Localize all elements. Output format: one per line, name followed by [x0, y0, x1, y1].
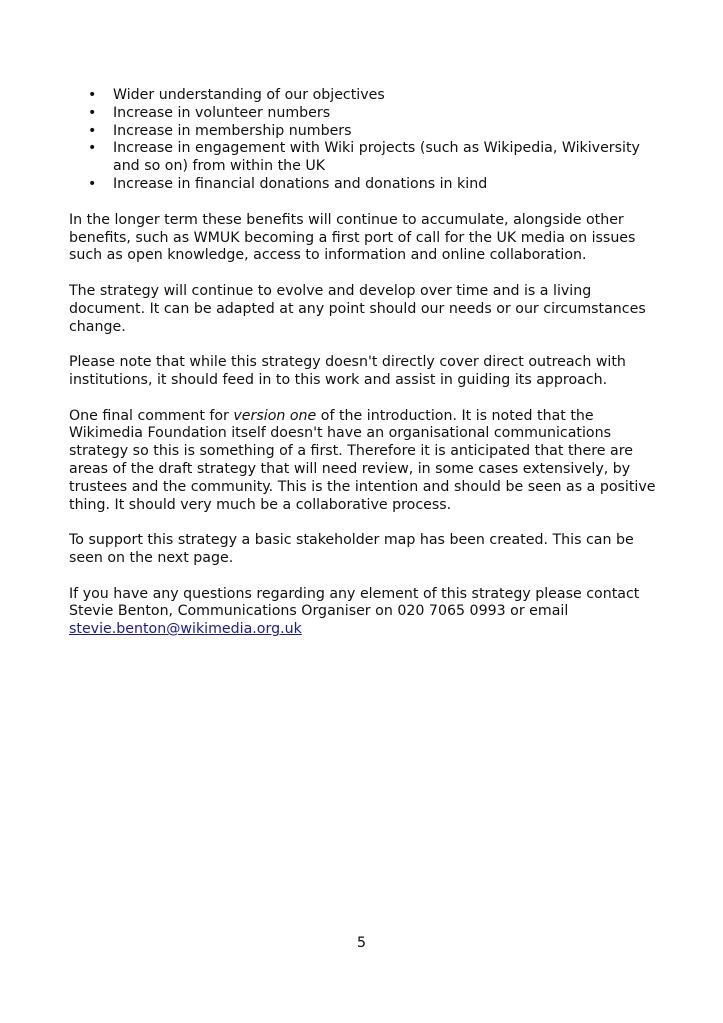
bullet-icon: •	[88, 122, 97, 139]
page-number: 5	[356, 935, 367, 951]
final-comment-text-start: One final comment for	[69, 407, 234, 424]
bullet-icon: •	[88, 87, 97, 103]
paragraph-final-comment	[69, 408, 669, 515]
bullet-text: Increase in financial donations and donations in kind	[113, 175, 488, 192]
email-link[interactable]: stevie.benton@wikimedia.org.uk	[69, 621, 302, 638]
final-comment-emphasis: version one	[233, 407, 317, 424]
benefits-bullet-list	[69, 87, 669, 194]
bullet-item	[69, 87, 669, 105]
paragraph-contact	[69, 586, 669, 639]
bullet-icon: •	[88, 175, 97, 192]
paragraph-outreach: Please note that while this strategy doesn't directly cover direct outreach with institutions, it should feed in to this work and assist in guiding its approach.	[69, 354, 626, 388]
bullet-icon: •	[88, 140, 97, 157]
final-comment-text-end: of the introduction. It is noted that the Wikimedia Foundation itself doesn't have an organisational communications strategy so this is something of a first. Therefore it is anticipated that there are areas of the draft strategy that will need review, in some cases extensively, by trustees and the community. This is the intention and should be seen as a positive thing. It should very much be a collaborative process.	[69, 407, 656, 513]
bullet-text: Increase in membership numbers	[113, 122, 352, 139]
bullet-item	[69, 176, 669, 194]
bullet-text: Increase in volunteer numbers	[113, 104, 331, 121]
bullet-item	[69, 105, 669, 123]
document-body	[69, 87, 669, 657]
bullet-item	[69, 123, 669, 141]
bullet-text: Wider understanding of our objectives	[113, 87, 385, 103]
paragraph-evolve: The strategy will continue to evolve and develop over time and is a living document. It can be adapted at any point should our needs or our circumstances change.	[69, 282, 646, 335]
bullet-icon: •	[88, 104, 97, 121]
contact-text: If you have any questions regarding any element of this strategy please contact Stevie Benton, Communications Organiser on 020 7065 0993 or email	[69, 585, 640, 620]
bullet-item	[69, 140, 669, 176]
paragraph-stakeholder-map: To support this strategy a basic stakeholder map has been created. This can be seen on the next page.	[69, 532, 634, 566]
bullet-text: Increase in engagement with Wiki projects (such as Wikipedia, Wikiversity and so on) from within the UK	[113, 140, 640, 175]
paragraph-longer-term: In the longer term these benefits will continue to accumulate, alongside other benefits, such as WMUK becoming a first port of call for the UK media on issues such as open knowledge, access to information and online collaboration.	[69, 211, 636, 264]
